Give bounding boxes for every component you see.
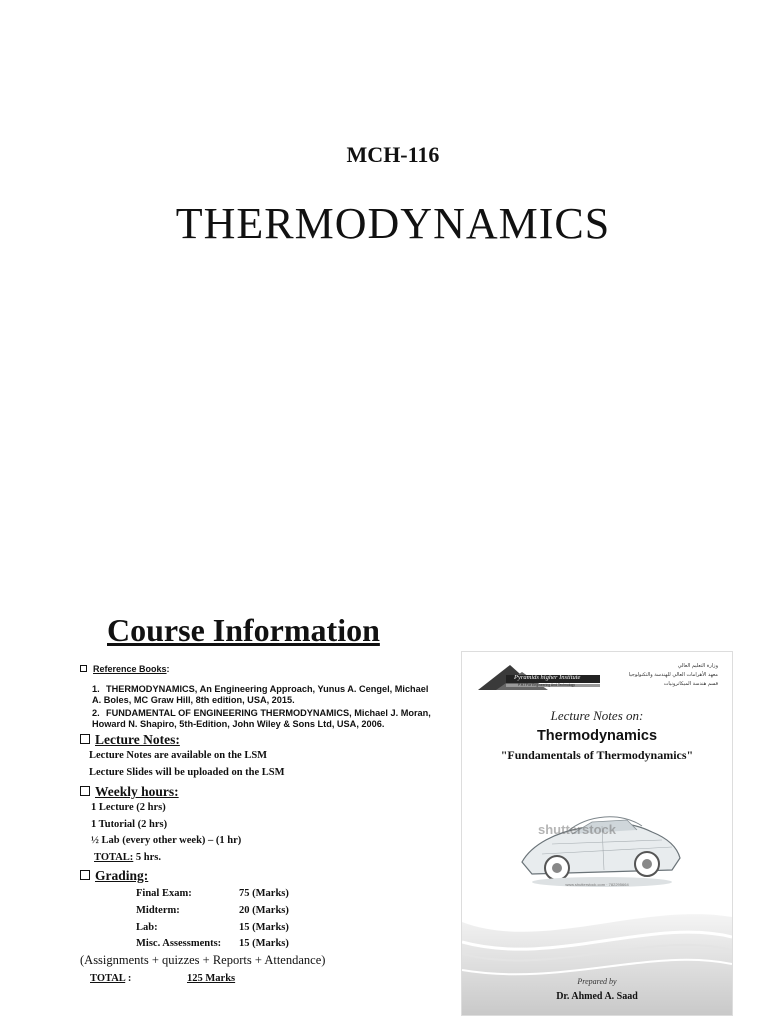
course-title: THERMODYNAMICS xyxy=(175,199,611,248)
cover-author: Dr. Ahmed A. Saad xyxy=(556,991,638,1002)
weekly-hours-line: 1 Lecture (2 hrs) xyxy=(91,802,166,813)
weekly-hours-line: 1 Tutorial (2 hrs) xyxy=(91,819,168,830)
cover-prepared-by: Prepared by xyxy=(577,977,617,986)
course-information-heading: Course Information xyxy=(107,612,380,648)
institute-logo: Pyramids higher Institute P.H.I For Engineering And Technology xyxy=(476,662,602,692)
weekly-hours-line: ½ Lab (every other week) – (1 hr) xyxy=(91,835,242,846)
weekly-hours-label: Weekly hours: xyxy=(80,784,179,800)
cover-fundamentals: "Fundamentals of Thermodynamics" xyxy=(500,748,694,762)
lecture-slides-line: Lecture Slides will be uploaded on the LSM xyxy=(89,767,285,778)
watermark-text: shutterstock xyxy=(538,822,617,837)
lecture-notes-line: Lecture Notes are available on the LSM xyxy=(89,750,268,761)
arabic-header: وزارة التعليم العالي معهد الأهرامات العالي للهندسة والتكنولوجيا قسم هندسة الميكاترونيات xyxy=(628,663,718,687)
car-wireframe-icon xyxy=(512,792,687,892)
course-code: MCH-116 xyxy=(346,142,440,167)
cover-subtitle: Lecture Notes on: xyxy=(550,708,644,723)
grading-total: TOTAL : 125 Marks xyxy=(90,973,236,984)
cover-title: Thermodynamics xyxy=(536,728,658,744)
checkbox-bullet-icon xyxy=(80,734,90,744)
checkbox-bullet-icon xyxy=(80,665,87,672)
reference-books-label: Reference Books: xyxy=(80,664,170,675)
checkbox-bullet-icon xyxy=(80,870,90,880)
grading-label: Grading: xyxy=(80,868,148,884)
checkbox-bullet-icon xyxy=(80,786,90,796)
weekly-hours-total: TOTAL: 5 hrs. xyxy=(94,852,162,863)
reference-book-item: 2. FUNDAMENTAL OF ENGINEERING THERMODYNAMICS, Michael J. Moran, Howard N. Shapiro, 5th-Edition, John Wiley & Sons Ltd, USA, 2006. xyxy=(92,708,431,729)
lecture-notes-label: Lecture Notes: xyxy=(80,732,180,748)
book-cover-image xyxy=(461,651,733,1016)
cover-url-text: www.shutterstock.com · 782295664 xyxy=(565,882,629,887)
grading-note: (Assignments + quizzes + Reports + Attendance) xyxy=(80,953,326,967)
reference-book-item: 1. THERMODYNAMICS, An Engineering Approach, Yunus A. Cengel, Michael A. Boles, MC Graw Hill, 8th edition, USA, 2015. xyxy=(92,684,429,705)
